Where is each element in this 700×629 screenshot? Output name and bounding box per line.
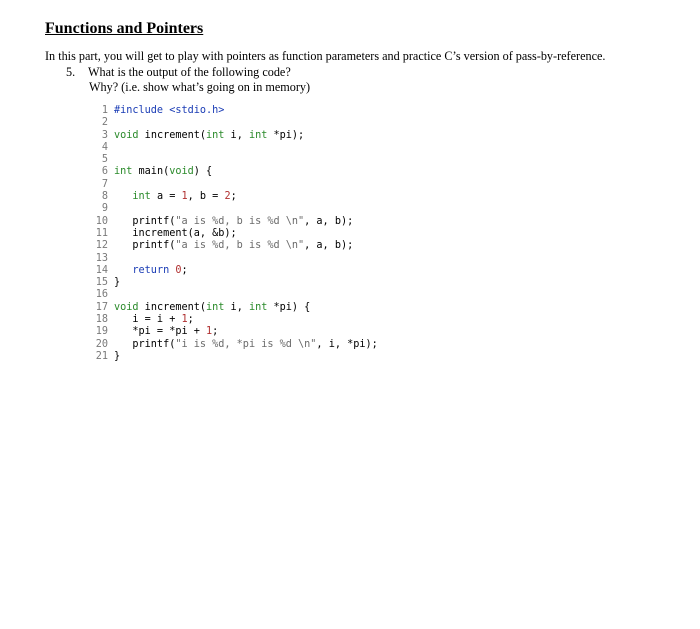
page-title: Functions and Pointers [45,20,204,37]
code-line [95,142,378,154]
code-text: i = i + 1; [114,314,194,326]
code-line [95,314,378,326]
line-number: 3 [101,129,108,141]
line-number: 13 [95,252,108,264]
code-text: return 0; [132,264,188,276]
line-number: 7 [101,178,108,190]
code-line [95,105,378,117]
code-line [95,179,378,191]
line-number: 14 [95,264,108,276]
line-number: 6 [101,166,108,178]
line-number: 4 [101,141,108,153]
intro-paragraph: In this part, you will get to play with pointers as function parameters and practice C’s version of pass-by-reference. [45,49,606,63]
code-line [95,351,378,363]
line-number: 16 [95,289,108,301]
code-line [95,154,378,166]
code-text: void increment(int i, int *pi); [114,129,305,141]
code-line [95,130,378,142]
code-line [95,265,378,277]
code-text: void increment(int i, int *pi) { [114,301,311,313]
code-line [95,166,378,178]
line-number: 18 [95,314,108,326]
code-text: increment(a, &b); [114,227,237,239]
code-text: printf("a is %d, b is %d \n", a, b); [114,240,354,252]
line-number: 19 [95,326,108,338]
code-line [95,253,378,265]
line-number: 5 [101,154,108,166]
line-number: 20 [95,338,108,350]
question-number: 5. [66,65,76,79]
code-line [95,191,378,203]
code-listing [95,105,378,363]
line-number: 8 [101,191,108,203]
line-number: 10 [95,215,108,227]
question-line [66,65,291,80]
line-number: 2 [101,117,108,129]
line-number: 1 [101,105,108,116]
code-text: int a = 1, b = 2; [132,191,237,203]
code-line [95,289,378,301]
code-text: *pi = *pi + 1; [114,326,219,338]
code-text: printf("i is %d, *pi is %d \n", i, *pi); [114,338,378,350]
code-line [95,240,378,252]
line-number: 17 [95,301,108,313]
line-number: 15 [95,277,108,289]
code-text: printf("a is %d, b is %d \n", a, b); [114,215,354,227]
code-text: int main(void) { [114,166,213,178]
code-text: } [114,350,121,362]
code-text: #include <stdio.h> [114,105,225,116]
code-line [95,117,378,129]
line-number: 11 [95,227,108,239]
line-number: 9 [101,203,108,215]
code-line [95,339,378,351]
code-line [95,216,378,228]
line-number: 21 [95,350,108,362]
code-line [95,277,378,289]
question-text: What is the output of the following code? [88,65,291,79]
code-line [95,302,378,314]
line-number: 12 [95,240,108,252]
code-text: } [114,277,121,289]
question-subtext: Why? (i.e. show what’s going on in memory) [89,80,311,94]
code-line [95,203,378,215]
code-line [95,228,378,240]
code-line [95,326,378,338]
